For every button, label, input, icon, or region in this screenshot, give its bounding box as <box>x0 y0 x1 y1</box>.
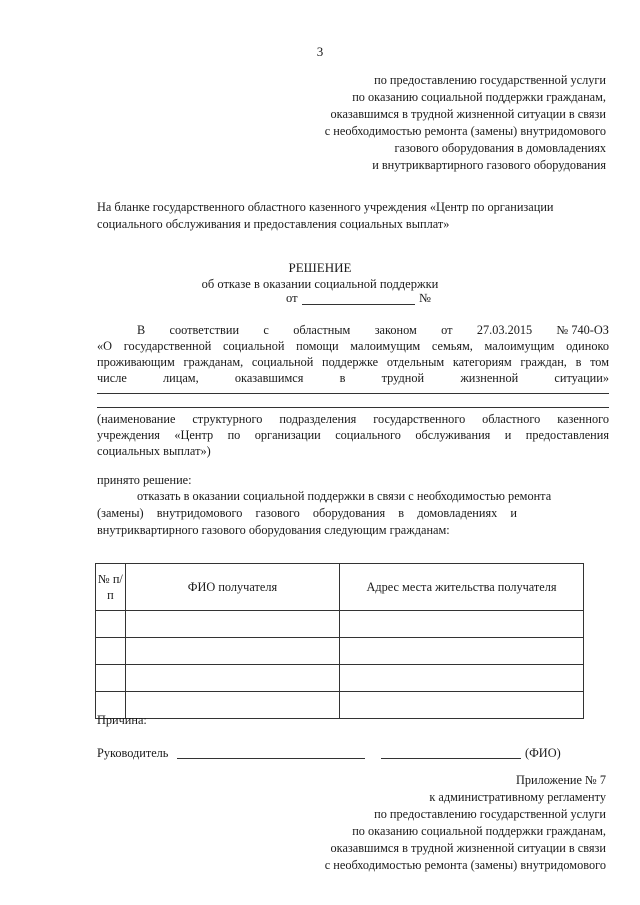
resolution-text <box>97 488 609 539</box>
header-line: с необходимостью ремонта (замены) внутридомового <box>324 124 606 138</box>
reason-label: Причина: <box>97 713 147 727</box>
col-header-fio: ФИО получателя <box>125 564 339 611</box>
appendix-line: с необходимостью ремонта (замены) внутридомового <box>324 858 606 872</box>
basis-word: В <box>137 323 146 337</box>
header-line: по предоставлению государственной услуги <box>374 73 606 87</box>
basis-paragraph <box>97 322 609 386</box>
basis-word: законом <box>374 323 417 337</box>
page-number: 3 <box>316 44 324 59</box>
appendix-line: к административному регламенту <box>429 790 606 804</box>
header-line: оказавшимся в трудной жизненной ситуации в связи <box>330 107 606 121</box>
recipients-table <box>95 563 584 719</box>
table-cell <box>340 638 584 665</box>
table-cell <box>340 611 584 638</box>
basis-word: № 740-ОЗ <box>556 323 609 337</box>
table-row <box>96 665 584 692</box>
org-caption <box>97 411 609 459</box>
header-line: газового оборудования в домовладениях <box>394 141 606 155</box>
org-caption-line: (наименование структурного подразделения государственного областного казенного <box>97 412 609 426</box>
appendix-line: по предоставлению государственной услуги <box>374 807 606 821</box>
resolution-line: (замены) внутридомового газового оборудования в домовладениях и <box>97 506 517 520</box>
table-cell <box>125 638 339 665</box>
basis-line: «О государственной социальной помощи малоимущим семьям, малоимущим одиноко <box>97 339 609 353</box>
decision-date-line <box>286 291 456 307</box>
appendix-block <box>325 772 606 874</box>
table-row <box>96 638 584 665</box>
basis-line: проживающим гражданам, социальной поддержке отдельным категориям граждан, в том <box>97 355 609 369</box>
blank-note-line: социального обслуживания и предоставления социальных выплат» <box>97 217 450 231</box>
org-caption-line: социальных выплат») <box>97 444 211 458</box>
signature-row <box>97 745 609 761</box>
resolution-label: принято решение: <box>97 473 192 487</box>
number-label: № <box>419 291 431 305</box>
col-header-address: Адрес места жительства получателя <box>340 564 584 611</box>
table-cell <box>340 665 584 692</box>
decision-title: РЕШЕНИЕ <box>288 260 352 275</box>
org-name-line-1 <box>97 393 609 394</box>
appendix-line: Приложение № 7 <box>515 773 606 787</box>
basis-word: соответствии <box>169 323 240 337</box>
table-cell <box>125 665 339 692</box>
appendix-line: оказавшимся в трудной жизненной ситуации в связи <box>330 841 606 855</box>
basis-word: 27.03.2015 <box>476 323 533 337</box>
basis-word: областным <box>293 323 351 337</box>
signature-blank <box>177 758 365 759</box>
col-header-number: № п/п <box>96 564 126 611</box>
blank-note-line: На бланке государственного областного казенного учреждения «Центр по организации <box>97 200 554 214</box>
decision-subtitle: об отказе в оказании социальной поддержки <box>201 277 439 291</box>
resolution-line: внутриквартирного газового оборудования следующим гражданам: <box>97 523 450 537</box>
org-name-line-2 <box>97 407 609 408</box>
table-cell <box>96 611 126 638</box>
header-line: по оказанию социальной поддержки гражданам, <box>352 90 606 104</box>
table-cell <box>125 611 339 638</box>
table-cell <box>96 665 126 692</box>
fio-blank <box>381 758 521 759</box>
table-cell <box>96 638 126 665</box>
org-caption-line: учреждения «Центр по организации социального обслуживания и предоставления <box>97 428 609 442</box>
head-label: Руководитель <box>97 746 169 760</box>
basis-first-line <box>97 322 609 338</box>
table-row <box>96 611 584 638</box>
table-header-row <box>96 564 584 611</box>
resolution-line: отказать в оказании социальной поддержки в связи с необходимостью ремонта <box>137 489 552 503</box>
basis-line: числе лицам, оказавшимся в трудной жизненной ситуации» <box>97 371 609 385</box>
date-blank <box>302 304 415 305</box>
basis-word: с <box>263 323 269 337</box>
fio-label: (ФИО) <box>525 746 561 760</box>
blank-note <box>97 199 609 233</box>
appendix-line: по оказанию социальной поддержки гражданам, <box>352 824 606 838</box>
date-prefix: от <box>286 291 298 305</box>
header-block <box>325 72 606 174</box>
basis-word: от <box>441 323 453 337</box>
header-line: и внутриквартирного газового оборудования <box>372 158 606 172</box>
